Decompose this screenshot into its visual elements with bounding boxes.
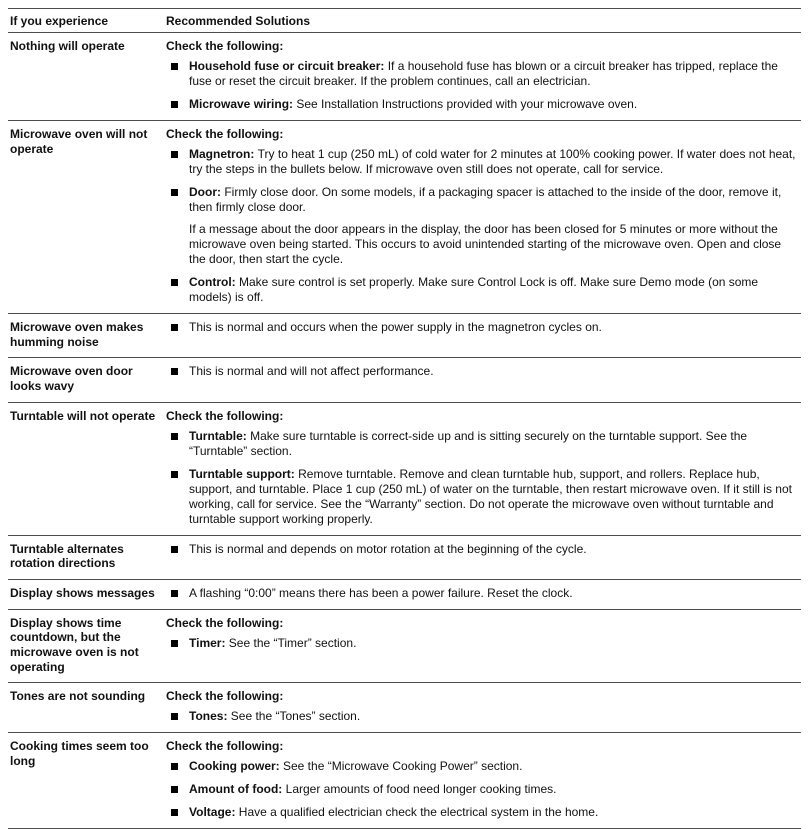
solutions-cell bbox=[156, 542, 801, 571]
solution-bullet bbox=[166, 636, 799, 651]
bullet-text: Magnetron: Try to heat 1 cup (250 mL) of cold water for 2 minutes at 100% cooking power. If water does not heat, try the steps in the bullets below. If microwave oven still does not operate, call for service. bbox=[189, 147, 796, 176]
bullet-text: Household fuse or circuit breaker: If a household fuse has blown or a circuit breaker has tripped, replace the fuse or reset the circuit breaker. If the problem continues, call an electrician. bbox=[189, 59, 778, 88]
bullet-text: A flashing “0:00” means there has been a power failure. Reset the clock. bbox=[189, 585, 573, 600]
check-the-following-label: Check the following: bbox=[166, 739, 284, 754]
problem-label: Microwave oven makes humming noise bbox=[10, 320, 144, 349]
bullet-lead-label: Voltage: bbox=[189, 805, 239, 820]
solution-bullet bbox=[166, 185, 799, 267]
solution-bullet bbox=[166, 782, 799, 797]
check-the-following-label: Check the following: bbox=[166, 689, 284, 704]
table-row bbox=[8, 403, 801, 536]
bullet-text: Microwave wiring: See Installation Instructions provided with your microwave oven. bbox=[189, 97, 638, 111]
problem-label: Tones are not sounding bbox=[10, 689, 146, 704]
bullet-lead-label: Turntable support: bbox=[189, 466, 299, 481]
solution-bullet bbox=[166, 542, 799, 557]
bullet-text: This is normal and depends on motor rotation at the beginning of the cycle. bbox=[189, 541, 587, 556]
check-the-following-label: Check the following: bbox=[166, 615, 284, 630]
column-header-if-you-experience: If you experience bbox=[10, 14, 109, 28]
bullet-continuation-paragraph: If a message about the door appears in the display, the door has been closed for 5 minutes or more without the microwave oven being started. This occurs to avoid unintended starting of the microwave oven. Open and close the door, then start the cycle. bbox=[189, 222, 782, 266]
square-bullet-icon bbox=[171, 368, 178, 375]
solution-bullet bbox=[166, 805, 799, 820]
problem-label: Display shows time countdown, but the microwave oven is not operating bbox=[10, 615, 139, 674]
square-bullet-icon bbox=[171, 763, 178, 770]
table-row bbox=[8, 358, 801, 402]
check-the-following-label: Check the following: bbox=[166, 39, 284, 53]
bullet-text: This is normal and will not affect performance. bbox=[189, 364, 434, 379]
table-row bbox=[8, 314, 801, 358]
bullet-lead-label: Turntable: bbox=[189, 428, 251, 443]
square-bullet-icon bbox=[171, 101, 178, 108]
problem-label: Microwave oven door looks wavy bbox=[10, 364, 133, 393]
problem-label: Nothing will operate bbox=[10, 39, 125, 53]
bullet-text: Turntable: Make sure turntable is correct-side up and is sitting securely on the turntable support. See the “Turntable” section. bbox=[189, 428, 748, 458]
square-bullet-icon bbox=[171, 279, 178, 286]
bullet-text: Control: Make sure control is set properly. Make sure Control Lock is off. Make sure Demo mode (on some models) is off. bbox=[189, 275, 759, 304]
square-bullet-icon bbox=[171, 809, 178, 816]
bullet-lead-label: Amount of food: bbox=[189, 782, 286, 797]
table-row bbox=[8, 536, 801, 580]
solutions-cell bbox=[156, 39, 801, 112]
table-body bbox=[8, 33, 801, 829]
table-row bbox=[8, 33, 801, 121]
bullet-text: Tones: See the “Tones” section. bbox=[189, 709, 361, 724]
bullet-text: Turntable support: Remove turntable. Remove and clean turntable hub, support, and rollers. Replace hub, support, and turntable. Place 1 cup (250 mL) of water on the turntable, then restart microwave oven. If it still is not working, call for service. See the “Warranty” section. Do not operate the microwave oven without turntable and turntable support working properly. bbox=[189, 466, 792, 526]
column-header-recommended-solutions: Recommended Solutions bbox=[166, 14, 311, 28]
solution-bullet bbox=[166, 147, 799, 177]
solution-bullet bbox=[166, 429, 799, 459]
bullet-text: Amount of food: Larger amounts of food need longer cooking times. bbox=[189, 782, 557, 797]
troubleshooting-table bbox=[8, 8, 801, 829]
square-bullet-icon bbox=[171, 63, 178, 70]
bullet-lead-label: Control: bbox=[189, 275, 239, 289]
solutions-cell bbox=[156, 409, 801, 527]
table-row bbox=[8, 733, 801, 829]
solution-bullet bbox=[166, 275, 799, 305]
table-header-row bbox=[8, 9, 801, 33]
square-bullet-icon bbox=[171, 640, 178, 647]
square-bullet-icon bbox=[171, 433, 178, 440]
table-row bbox=[8, 683, 801, 733]
table-row bbox=[8, 580, 801, 610]
bullet-lead-label: Tones: bbox=[189, 709, 231, 724]
bullet-text: Cooking power: See the “Microwave Cooking Power” section. bbox=[189, 759, 523, 774]
table-row bbox=[8, 610, 801, 684]
problem-label: Turntable will not operate bbox=[10, 408, 156, 423]
solutions-cell bbox=[156, 586, 801, 601]
problem-label: Display shows messages bbox=[10, 585, 155, 600]
problem-label: Microwave oven will not operate bbox=[10, 127, 148, 156]
square-bullet-icon bbox=[171, 324, 178, 331]
problem-label: Turntable alternates rotation directions bbox=[10, 541, 124, 571]
square-bullet-icon bbox=[171, 471, 178, 478]
bullet-text: This is normal and occurs when the power supply in the magnetron cycles on. bbox=[189, 320, 602, 334]
solutions-cell bbox=[156, 616, 801, 675]
check-the-following-label: Check the following: bbox=[166, 127, 284, 141]
solutions-cell bbox=[156, 689, 801, 724]
solution-bullet bbox=[166, 59, 799, 89]
solution-bullet bbox=[166, 364, 799, 379]
bullet-lead-label: Magnetron: bbox=[189, 147, 258, 161]
bullet-text: Door: Firmly close door. On some models, if a packaging spacer is attached to the inside of the door, remove it, then firmly close door. If a message about the door appears in the display, the door has been closed for 5 minutes or more without the microwave oven being started. This occurs to avoid unintended starting of the microwave oven. Open and close the door, then start the cycle. bbox=[189, 185, 799, 267]
bullet-lead-label: Cooking power: bbox=[189, 759, 283, 774]
square-bullet-icon bbox=[171, 713, 178, 720]
square-bullet-icon bbox=[171, 590, 178, 597]
solution-bullet bbox=[166, 320, 799, 335]
solution-bullet bbox=[166, 709, 799, 724]
solution-bullet bbox=[166, 586, 799, 601]
table-row bbox=[8, 121, 801, 314]
bullet-lead-label: Door: bbox=[189, 185, 225, 199]
square-bullet-icon bbox=[171, 786, 178, 793]
square-bullet-icon bbox=[171, 189, 178, 196]
bullet-lead-label: Timer: bbox=[189, 635, 229, 650]
bullet-text: Voltage: Have a qualified electrician check the electrical system in the home. bbox=[189, 805, 599, 820]
solutions-cell bbox=[156, 127, 801, 305]
solutions-cell bbox=[156, 320, 801, 349]
solution-bullet bbox=[166, 759, 799, 774]
check-the-following-label: Check the following: bbox=[166, 408, 284, 423]
bullet-lead-label: Household fuse or circuit breaker: bbox=[189, 59, 388, 73]
bullet-lead-label: Microwave wiring: bbox=[189, 97, 297, 111]
solutions-cell bbox=[156, 739, 801, 820]
bullet-text: Timer: See the “Timer” section. bbox=[189, 635, 357, 650]
square-bullet-icon bbox=[171, 546, 178, 553]
square-bullet-icon bbox=[171, 151, 178, 158]
problem-label: Cooking times seem too long bbox=[10, 739, 149, 768]
solution-bullet bbox=[166, 467, 799, 527]
solution-bullet bbox=[166, 97, 799, 112]
solutions-cell bbox=[156, 364, 801, 393]
